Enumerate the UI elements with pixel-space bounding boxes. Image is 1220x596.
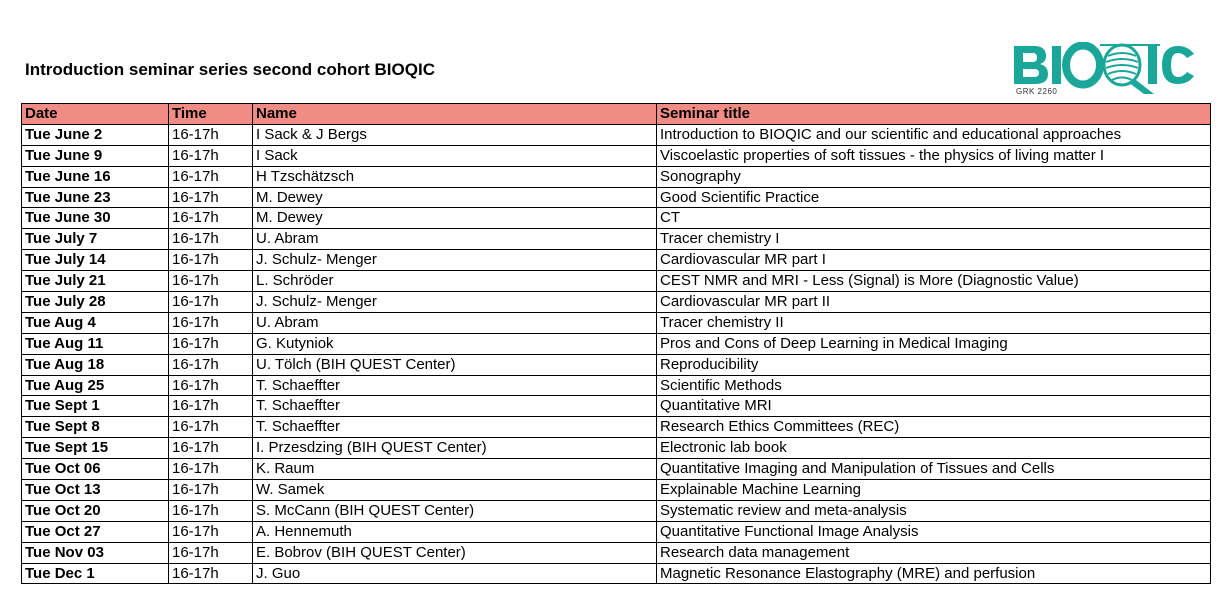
- table-row: [22, 333, 1211, 354]
- date-cell: Tue Nov 03: [22, 542, 169, 563]
- time-cell: 16-17h: [169, 396, 253, 417]
- seminar-title-cell: Quantitative Imaging and Manipulation of Tissues and Cells: [657, 459, 1211, 480]
- date-cell: Tue Oct 27: [22, 521, 169, 542]
- date-cell: Tue June 30: [22, 208, 169, 229]
- time-cell: 16-17h: [169, 438, 253, 459]
- date-cell: Tue Oct 06: [22, 459, 169, 480]
- time-cell: 16-17h: [169, 208, 253, 229]
- name-cell: W. Samek: [253, 480, 657, 501]
- time-cell: 16-17h: [169, 312, 253, 333]
- name-cell: U. Abram: [253, 312, 657, 333]
- date-cell: Tue June 9: [22, 145, 169, 166]
- name-cell: G. Kutyniok: [253, 333, 657, 354]
- table-row: [22, 480, 1211, 501]
- name-cell: T. Schaeffter: [253, 375, 657, 396]
- time-cell: 16-17h: [169, 563, 253, 584]
- time-cell: 16-17h: [169, 333, 253, 354]
- name-cell: U. Abram: [253, 229, 657, 250]
- time-cell: 16-17h: [169, 521, 253, 542]
- date-cell: Tue July 28: [22, 292, 169, 313]
- date-cell: Tue Oct 20: [22, 500, 169, 521]
- time-cell: 16-17h: [169, 292, 253, 313]
- time-cell: 16-17h: [169, 187, 253, 208]
- seminar-title-cell: Systematic review and meta-analysis: [657, 500, 1211, 521]
- table-row: [22, 354, 1211, 375]
- name-cell: M. Dewey: [253, 208, 657, 229]
- date-cell: Tue Dec 1: [22, 563, 169, 584]
- table-row: [22, 375, 1211, 396]
- page-title: Introduction seminar series second cohort BIOQIC: [25, 60, 435, 79]
- date-cell: Tue Oct 13: [22, 480, 169, 501]
- name-cell: T. Schaeffter: [253, 396, 657, 417]
- seminar-title-cell: Reproducibility: [657, 354, 1211, 375]
- date-cell: Tue June 16: [22, 166, 169, 187]
- table-row: [22, 500, 1211, 521]
- seminar-title-cell: Research Ethics Committees (REC): [657, 417, 1211, 438]
- date-cell: Tue Sept 8: [22, 417, 169, 438]
- date-cell: Tue July 7: [22, 229, 169, 250]
- name-cell: I Sack & J Bergs: [253, 124, 657, 145]
- name-cell: K. Raum: [253, 459, 657, 480]
- date-cell: Tue Sept 15: [22, 438, 169, 459]
- table-row: [22, 521, 1211, 542]
- seminar-title-cell: Introduction to BIOQIC and our scientific and educational approaches: [657, 124, 1211, 145]
- time-cell: 16-17h: [169, 166, 253, 187]
- table-row: [22, 124, 1211, 145]
- table-row: [22, 166, 1211, 187]
- column-header-seminar-title: Seminar title: [657, 104, 1211, 125]
- time-cell: 16-17h: [169, 375, 253, 396]
- column-header-time: Time: [169, 104, 253, 125]
- table-row: [22, 438, 1211, 459]
- table-row: [22, 312, 1211, 333]
- table-row: [22, 292, 1211, 313]
- table-row: [22, 250, 1211, 271]
- seminar-title-cell: Tracer chemistry I: [657, 229, 1211, 250]
- time-cell: 16-17h: [169, 480, 253, 501]
- table-row: [22, 271, 1211, 292]
- name-cell: H Tzschätzsch: [253, 166, 657, 187]
- logo-subtitle: GRK 2260: [1016, 87, 1058, 96]
- table-row: [22, 229, 1211, 250]
- seminar-title-cell: CEST NMR and MRI - Less (Signal) is More (Diagnostic Value): [657, 271, 1211, 292]
- time-cell: 16-17h: [169, 145, 253, 166]
- name-cell: S. McCann (BIH QUEST Center): [253, 500, 657, 521]
- name-cell: I Sack: [253, 145, 657, 166]
- seminar-title-cell: Magnetic Resonance Elastography (MRE) and perfusion: [657, 563, 1211, 584]
- column-header-name: Name: [253, 104, 657, 125]
- time-cell: 16-17h: [169, 271, 253, 292]
- time-cell: 16-17h: [169, 459, 253, 480]
- table-row: [22, 459, 1211, 480]
- time-cell: 16-17h: [169, 124, 253, 145]
- seminar-title-cell: Research data management: [657, 542, 1211, 563]
- seminar-title-cell: Scientific Methods: [657, 375, 1211, 396]
- date-cell: Tue Aug 25: [22, 375, 169, 396]
- table-row: [22, 563, 1211, 584]
- name-cell: J. Guo: [253, 563, 657, 584]
- time-cell: 16-17h: [169, 417, 253, 438]
- date-cell: Tue Aug 11: [22, 333, 169, 354]
- seminar-title-cell: Pros and Cons of Deep Learning in Medical Imaging: [657, 333, 1211, 354]
- table-row: [22, 417, 1211, 438]
- seminar-title-cell: Good Scientific Practice: [657, 187, 1211, 208]
- bioqic-logo: [1010, 42, 1200, 100]
- seminar-title-cell: Explainable Machine Learning: [657, 480, 1211, 501]
- seminar-title-cell: Viscoelastic properties of soft tissues - the physics of living matter I: [657, 145, 1211, 166]
- table-header-row: [22, 104, 1211, 125]
- date-cell: Tue Sept 1: [22, 396, 169, 417]
- table-row: [22, 542, 1211, 563]
- seminar-table: [21, 103, 1211, 584]
- seminar-title-cell: CT: [657, 208, 1211, 229]
- name-cell: J. Schulz- Menger: [253, 292, 657, 313]
- table-row: [22, 208, 1211, 229]
- seminar-title-cell: Cardiovascular MR part II: [657, 292, 1211, 313]
- time-cell: 16-17h: [169, 542, 253, 563]
- seminar-title-cell: Tracer chemistry II: [657, 312, 1211, 333]
- time-cell: 16-17h: [169, 250, 253, 271]
- table-row: [22, 187, 1211, 208]
- date-cell: Tue June 2: [22, 124, 169, 145]
- name-cell: T. Schaeffter: [253, 417, 657, 438]
- date-cell: Tue Aug 4: [22, 312, 169, 333]
- name-cell: I. Przesdzing (BIH QUEST Center): [253, 438, 657, 459]
- date-cell: Tue July 21: [22, 271, 169, 292]
- date-cell: Tue Aug 18: [22, 354, 169, 375]
- seminar-title-cell: Electronic lab book: [657, 438, 1211, 459]
- seminar-title-cell: Quantitative Functional Image Analysis: [657, 521, 1211, 542]
- name-cell: L. Schröder: [253, 271, 657, 292]
- column-header-date: Date: [22, 104, 169, 125]
- name-cell: J. Schulz- Menger: [253, 250, 657, 271]
- name-cell: E. Bobrov (BIH QUEST Center): [253, 542, 657, 563]
- name-cell: M. Dewey: [253, 187, 657, 208]
- seminar-title-cell: Quantitative MRI: [657, 396, 1211, 417]
- seminar-title-cell: Cardiovascular MR part I: [657, 250, 1211, 271]
- date-cell: Tue July 14: [22, 250, 169, 271]
- name-cell: A. Hennemuth: [253, 521, 657, 542]
- seminar-title-cell: Sonography: [657, 166, 1211, 187]
- name-cell: U. Tölch (BIH QUEST Center): [253, 354, 657, 375]
- time-cell: 16-17h: [169, 500, 253, 521]
- date-cell: Tue June 23: [22, 187, 169, 208]
- time-cell: 16-17h: [169, 354, 253, 375]
- table-row: [22, 145, 1211, 166]
- time-cell: 16-17h: [169, 229, 253, 250]
- table-row: [22, 396, 1211, 417]
